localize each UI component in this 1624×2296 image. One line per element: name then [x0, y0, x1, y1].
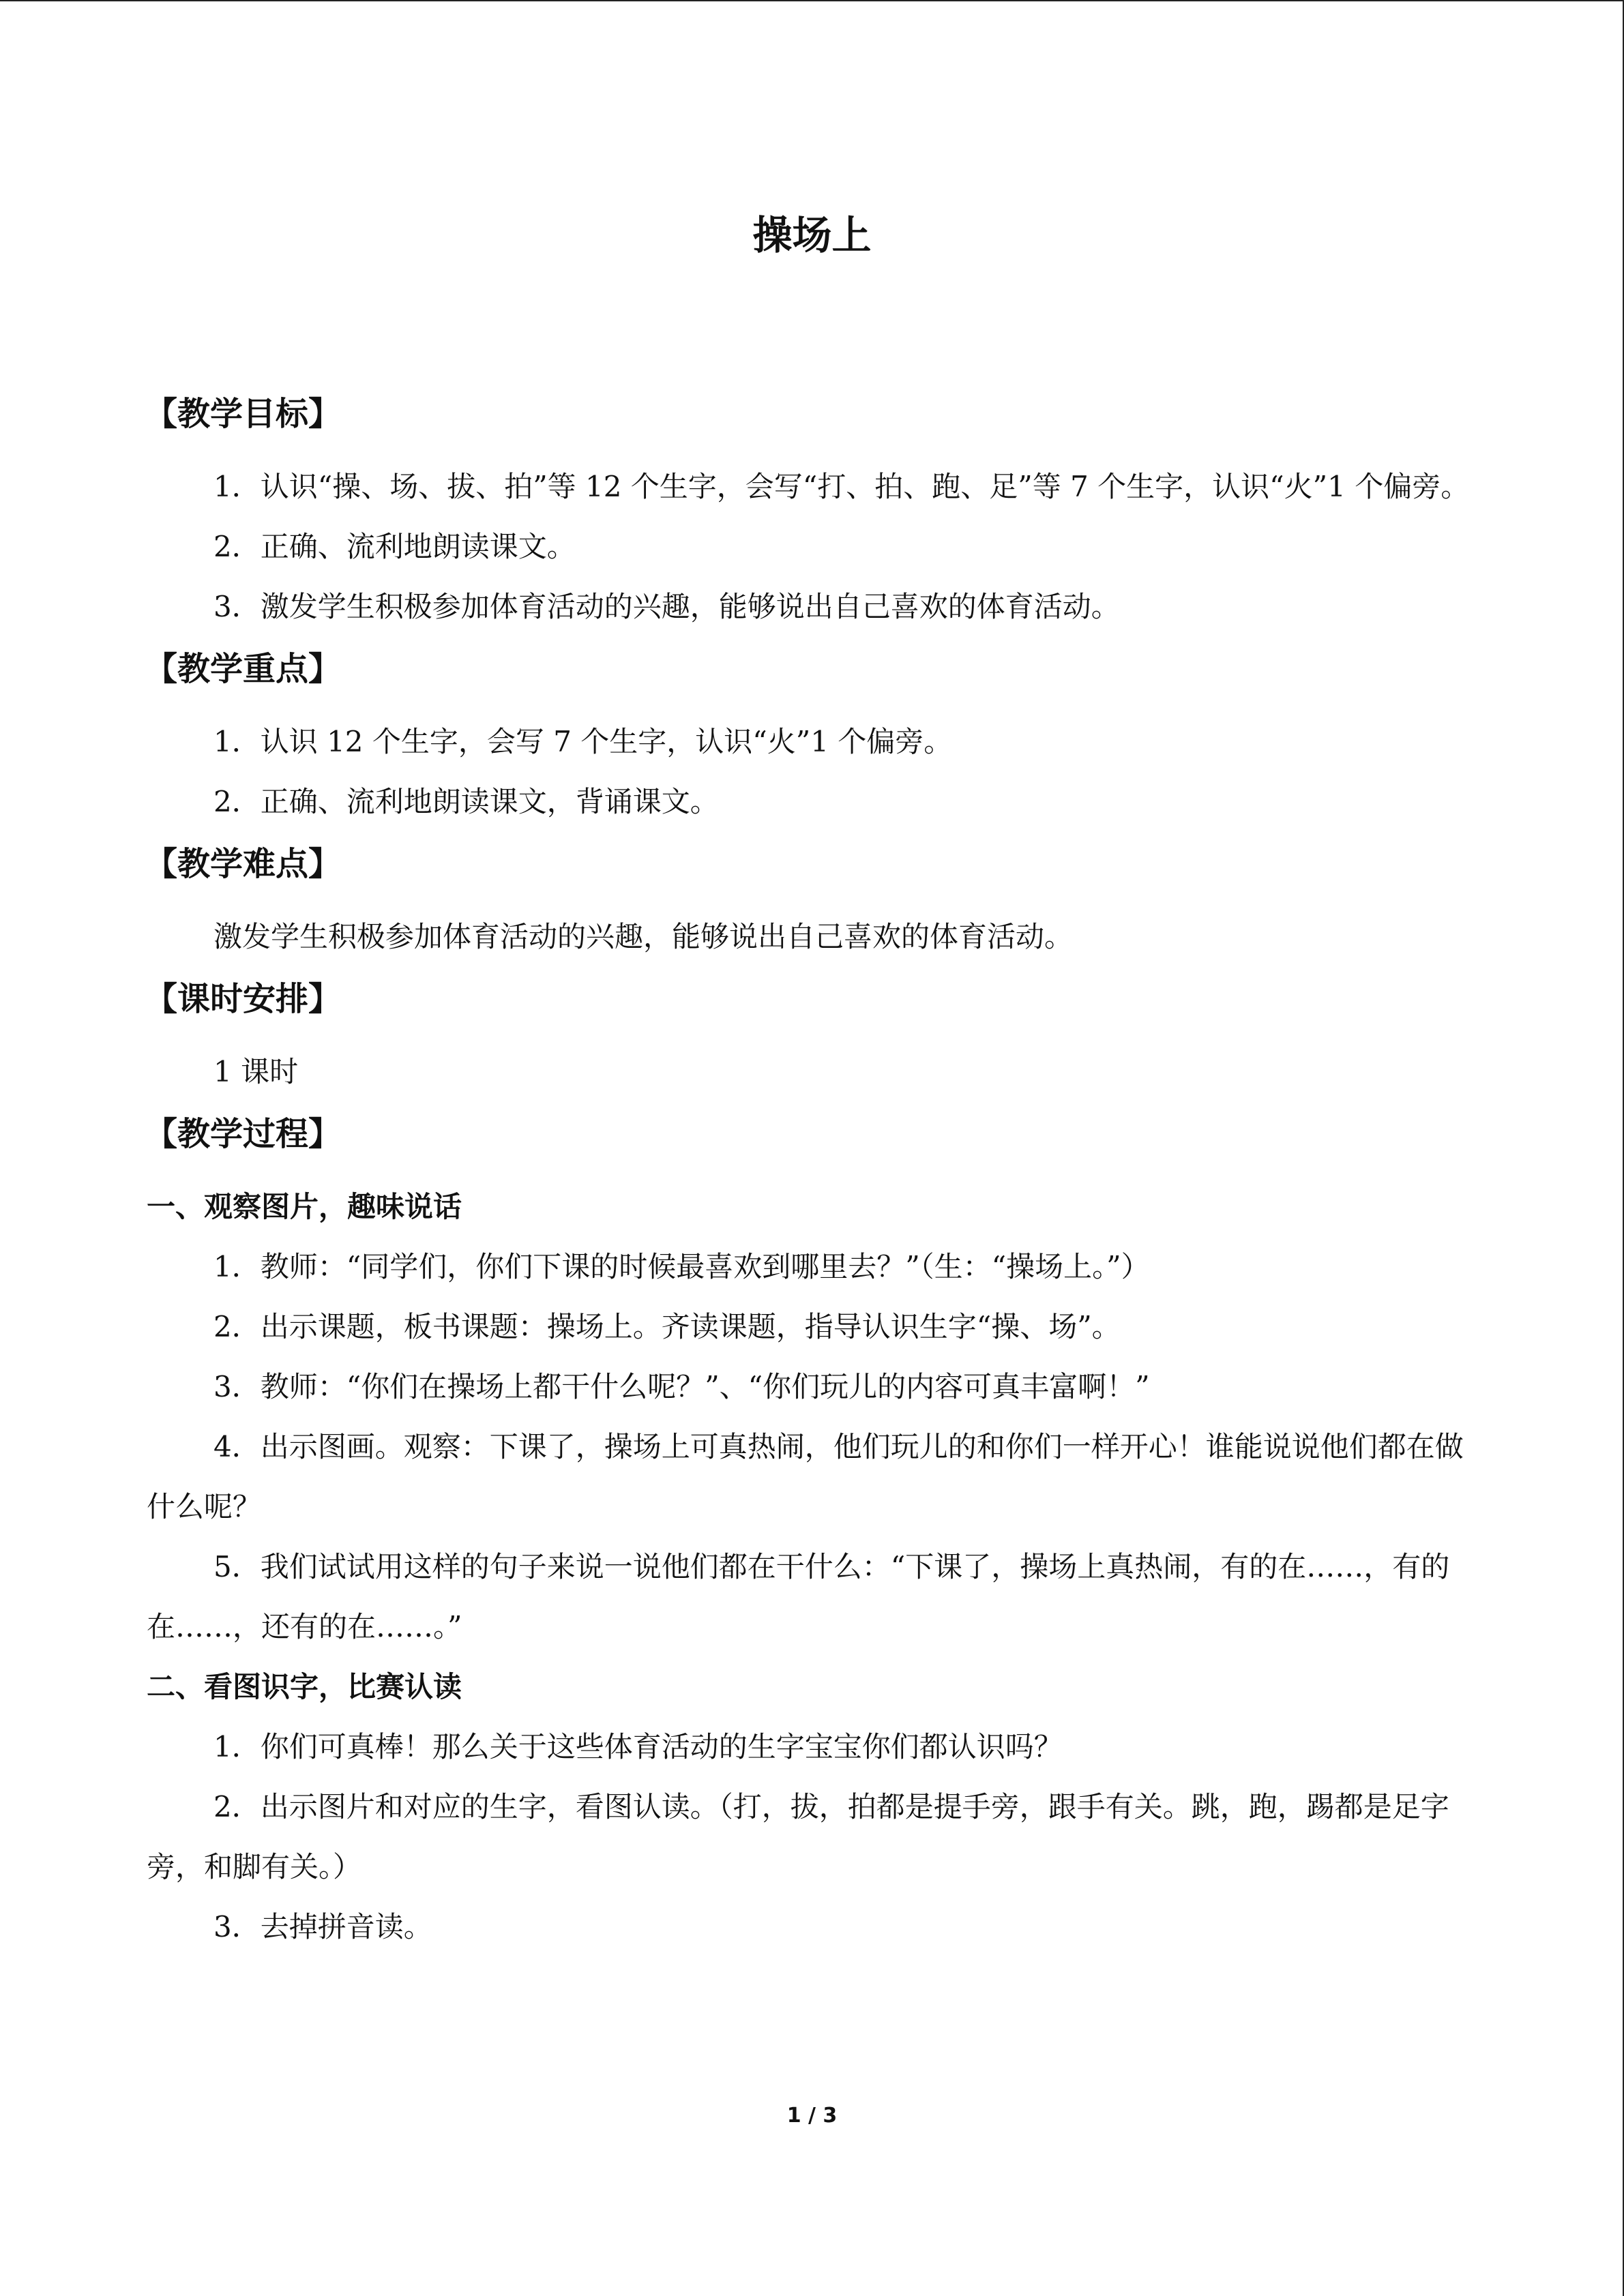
- schedule-item: 1 课时: [213, 1055, 299, 1088]
- page-top-border: [0, 0, 1623, 1]
- process-part1-heading: 一、观察图片，趣味说话: [147, 1190, 462, 1223]
- process-step: 3．去掉拼音读。: [213, 1910, 432, 1943]
- process-step: 4．出示图画。观察：下课了，操场上可真热闹，他们玩儿的和你们一样开心！谁能说说他们都在做什么呢？: [147, 1430, 1464, 1523]
- process-step: 3．教师：“你们在操场上都干什么呢？”、“你们玩儿的内容可真丰富啊！”: [213, 1370, 1150, 1403]
- document-body: [147, 382, 1477, 1957]
- difficulty-item: 激发学生积极参加体育活动的兴趣，能够说出自己喜欢的体育活动。: [213, 920, 1074, 953]
- process-step: 2．出示图片和对应的生字，看图认读。（打，拔，拍都是提手旁，跟手有关。跳，跑，踢都是足字旁，和脚有关。）: [147, 1790, 1449, 1883]
- process-step: 1．教师：“同学们，你们下课的时候最喜欢到哪里去？”（生：“操场上。”）: [213, 1250, 1150, 1283]
- document-title: 操场上: [752, 212, 872, 258]
- page-number: 1 / 3: [786, 2104, 838, 2128]
- process-step: 2．出示课题，板书课题：操场上。齐读课题，指导认识生字“操、场”。: [213, 1310, 1121, 1343]
- section-heading-key-points: 【教学重点】: [145, 650, 342, 688]
- process-step: 5．我们试试用这样的句子来说一说他们都在干什么：“下课了，操场上真热闹，有的在……，有的在……，还有的在……。”: [147, 1550, 1450, 1643]
- section-heading-objectives: 【教学目标】: [145, 395, 342, 433]
- process-step: 1．你们可真棒！那么关于这些体育活动的生字宝宝你们都认识吗？: [213, 1730, 1063, 1763]
- section-heading-difficulties: 【教学难点】: [145, 845, 342, 883]
- objective-item: 2．正确、流利地朗读课文。: [213, 530, 576, 563]
- section-heading-schedule: 【课时安排】: [145, 980, 342, 1018]
- process-part2-heading: 二、看图识字，比赛认读: [147, 1670, 462, 1703]
- objective-item: 1．认识“操、场、拔、拍”等 12 个生字，会写“打、拍、跑、足”等 7 个生字，认识“火”1 个偏旁。: [213, 470, 1470, 503]
- section-heading-process: 【教学过程】: [145, 1115, 342, 1153]
- key-point-item: 2．正确、流利地朗读课文，背诵课文。: [213, 785, 719, 818]
- key-point-item: 1．认识 12 个生字，会写 7 个生字，认识“火”1 个偏旁。: [213, 725, 953, 758]
- objective-item: 3．激发学生积极参加体育活动的兴趣，能够说出自己喜欢的体育活动。: [213, 590, 1120, 623]
